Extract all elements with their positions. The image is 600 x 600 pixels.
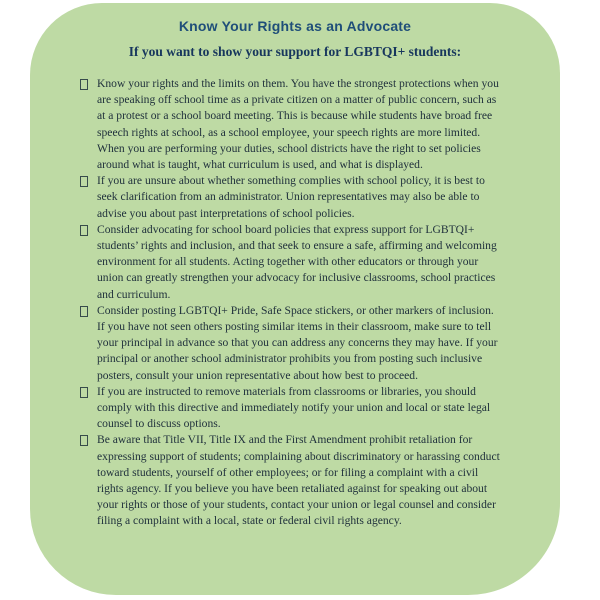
square-bullet-glyph [80,306,88,317]
bullet-item [80,173,502,222]
square-bullet-glyph [80,176,88,187]
bullet-text: If you are instructed to remove materials from classrooms or libraries, you should comply with this directive and immediately notify your union and local or state legal counsel to discuss options. [97,384,491,431]
bullet-item [80,384,502,433]
bullet-text: Know your rights and the limits on them. You have the strongest protections when you are speaking off school time as a private citizen on a matter of public concern, such as at a protest or a school board meeting. This is because while students have broad free speech rights at school, as a school employee, your speech rights are more limited. When you are performing your duties, school districts have the right to set policies around what is taught, what curriculum is used, and what is displayed. [97,77,499,172]
square-bullet-icon [80,432,97,446]
square-bullet-icon [80,222,97,236]
square-bullet-glyph [80,79,88,90]
square-bullet-glyph [80,387,88,398]
bullet-text: Consider posting LGBTQI+ Pride, Safe Space stickers, or other markers of inclusion. If you have not seen others posting similar items in their classroom, make sure to tell your principal in advance so that you can address any concerns they may have. If your principal or another school administrator prohibits you from posting such inclusive posters, consult your union representative about how best to proceed. [97,303,498,382]
square-bullet-glyph [80,435,88,446]
flyer-title: Know Your Rights as an Advocate [178,18,412,34]
bullet-text: Consider advocating for school board policies that express support for LGBTQI+ students’ rights and inclusion, and that seek to ensure a safe, affirming and welcoming environment for all students. Acting together with other educators or through your union can greatly strengthen your advocacy for inclusive classrooms, school practices and curriculum. [97,222,497,301]
bullet-item [80,76,502,173]
bullet-text: Be aware that Title VII, Title IX and the First Amendment prohibit retaliation for expressing support of students; complaining about discriminatory or harassing conduct toward students, yourself of other employees; or for filing a complaint with a civil rights agency. If you believe you have been retaliated against for speaking out about your rights or those of your students, contact your union or legal counsel and consider filing a complaint with a local, state or federal civil rights agency. [97,433,500,528]
flyer-panel [30,3,560,595]
square-bullet-icon [80,303,97,317]
bullet-item [80,303,502,384]
bullet-item [80,222,502,303]
square-bullet-glyph [80,225,88,236]
square-bullet-icon [80,173,97,187]
rights-bullet-list [80,76,502,530]
bullet-text: If you are unsure about whether something complies with school policy, it is best to seek clarification from an administrator. Union representatives may also be able to advise you about past interpretations of school policies. [97,174,485,220]
bullet-item [80,432,502,529]
square-bullet-icon [80,76,97,90]
flyer-subtitle: If you want to show your support for LGBTQI+ students: [128,44,462,59]
square-bullet-icon [80,384,97,398]
